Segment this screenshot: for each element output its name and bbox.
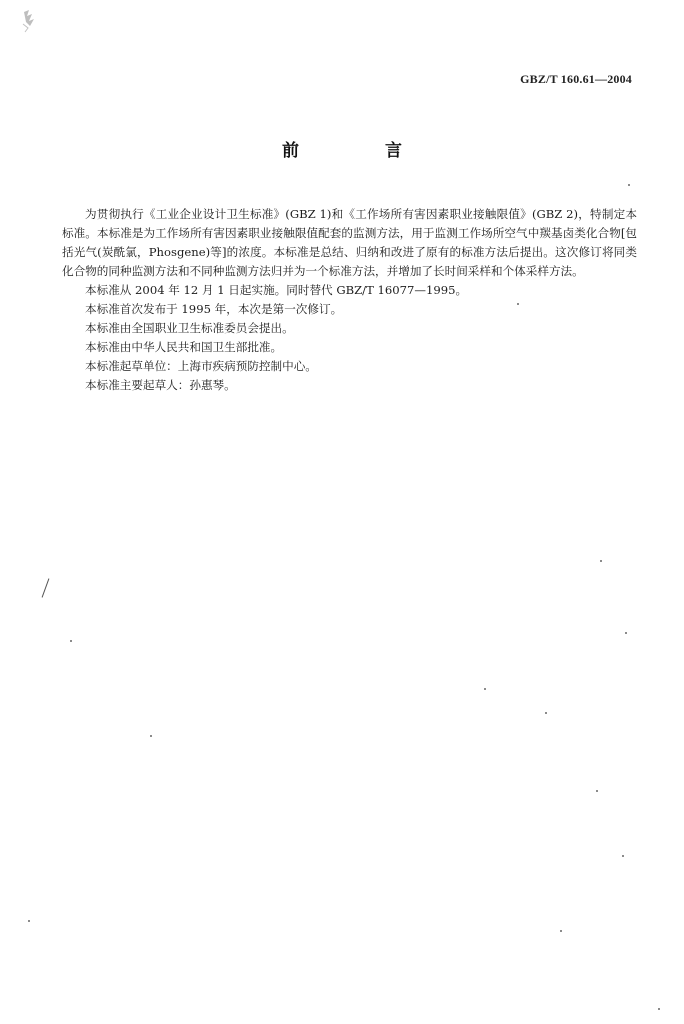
scan-speck <box>560 930 562 932</box>
page-title: 前 言 <box>282 141 442 161</box>
margin-stroke-artifact <box>42 578 50 597</box>
scan-speck <box>600 560 602 562</box>
scan-speck <box>484 688 486 690</box>
foreword-body <box>62 205 637 395</box>
scan-speck <box>658 1008 660 1010</box>
scan-speck <box>628 184 630 186</box>
scan-speck <box>596 790 598 792</box>
standard-code: GBZ/T 160.61—2004 <box>520 72 632 86</box>
paragraph-effective-date: 本标准从 2004 年 12 月 1 日起实施。同时替代 GBZ/T 16077—1995。 <box>85 283 468 297</box>
scan-speck <box>622 855 624 857</box>
scan-speck <box>28 920 30 922</box>
scan-speck <box>545 712 547 714</box>
paragraph-proposer: 本标准由全国职业卫生标准委员会提出。 <box>85 321 294 335</box>
paragraph-drafter: 本标准主要起草人：孙惠琴。 <box>85 378 236 392</box>
scan-speck <box>517 303 519 305</box>
paragraph-approver: 本标准由中华人民共和国卫生部批准。 <box>85 340 283 354</box>
paragraph-purpose: 为贯彻执行《工业企业设计卫生标准》(GBZ 1)和《工作场所有害因素职业接触限值》(GBZ 2)，特制定本标准。本标准是为工作场所有害因素职业接触限值配套的监测方法，用于监测工作场所空气中羰基卤类化合物[包括光气(炭酰氯，Phosgene)等]的浓度。本标准是总结、归纳和改进了原有的标准方法后提出。这次修订将同类化合物的同种监测方法和不同种监测方法归并为一个标准方法，并增加了长时间采样和个体采样方法。 <box>62 207 637 278</box>
scan-speck <box>150 735 152 737</box>
scan-speck <box>70 640 72 642</box>
paragraph-drafting-unit: 本标准起草单位：上海市疾病预防控制中心。 <box>85 359 317 373</box>
scan-artifact-mark <box>20 8 44 34</box>
paragraph-first-issue: 本标准首次发布于 1995 年，本次是第一次修订。 <box>85 302 343 316</box>
scan-speck <box>625 632 627 634</box>
